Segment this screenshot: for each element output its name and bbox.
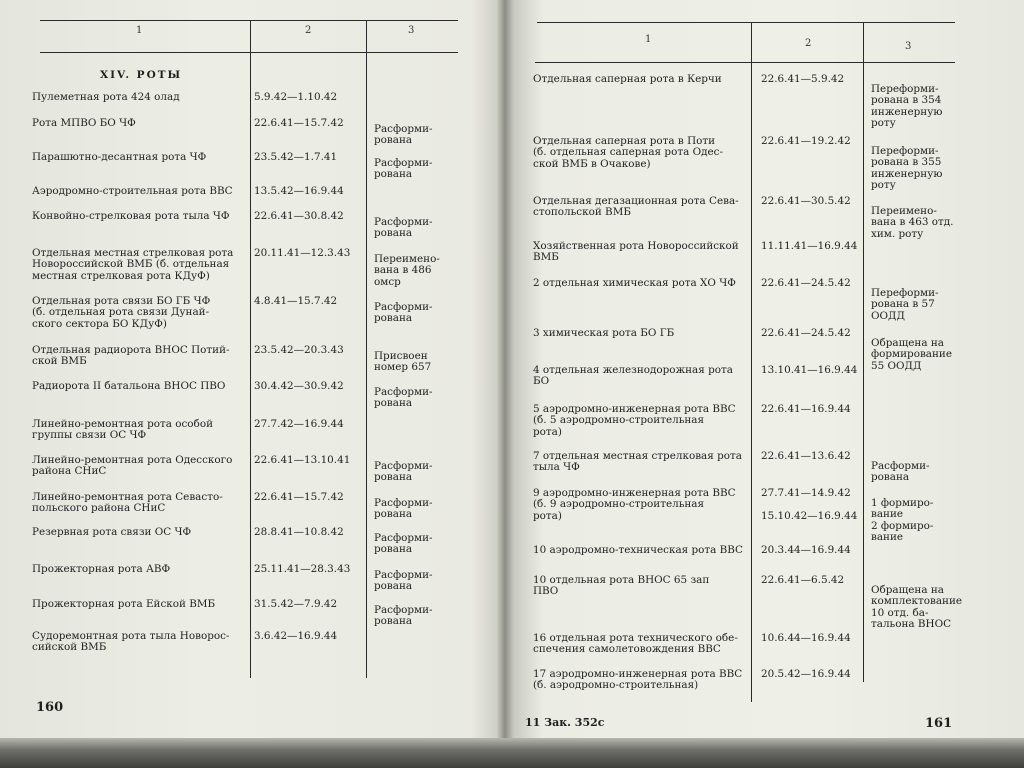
service-dates: 27.7.41—14.9.42 [761,487,851,499]
unit-name: Линейно-ремонтная рота Севасто- польского района СНиС [32,491,223,515]
print-order-note: 11 Зак. 352с [525,716,605,729]
service-dates: 28.8.41—10.8.42 [254,526,344,538]
service-dates: 13.10.41—16.9.44 [761,364,858,376]
column-divider-1 [751,22,752,702]
status-note: Расформи- рована [374,497,433,521]
page-number-right: 161 [925,716,953,731]
status-note: 1 формиро- вание 2 формиро- вание [871,497,934,544]
unit-name: 9 аэродромно-инженерная рота ВВС (б. 9 аэродромно-строительная рота) [533,487,736,522]
service-dates: 22.6.41—5.9.42 [761,73,845,85]
column-header-3: 3 [408,25,415,36]
header-rule-top [40,20,458,21]
service-dates: 20.11.41—12.3.43 [254,247,351,259]
unit-name: Конвойно-стрелковая рота тыла ЧФ [32,210,230,222]
status-note: Расформи- рована [374,123,433,147]
status-note: Расформи- рована [374,532,433,556]
column-divider-2 [366,20,367,678]
column-divider-1 [250,20,251,678]
header-rule-bottom [40,52,458,53]
column-header-2: 2 [805,38,812,49]
status-note: Переформи- рована в 355 инженерную роту [871,145,943,192]
service-dates: 22.6.41—15.7.42 [254,117,344,129]
service-dates: 22.6.41—13.6.42 [761,450,851,462]
status-note: Переимено- вана в 463 отд. хим. роту [871,205,954,240]
unit-name: 7 отдельная местная стрелковая рота тыла ЧФ [533,450,742,474]
service-dates: 25.11.41—28.3.43 [254,563,351,575]
status-note: Переформи- рована в 57 ООДД [871,287,939,322]
unit-name: Аэродромно-строительная рота ВВС [32,185,233,197]
column-header-1: 1 [645,34,652,45]
service-dates-second: 15.10.42—16.9.44 [761,510,858,522]
unit-name: Отдельная дегазационная рота Сева- стопольской ВМБ [533,195,739,219]
unit-name: Прожекторная рота Ейской ВМБ [32,598,216,610]
service-dates: 23.5.42—1.7.41 [254,151,338,163]
service-dates: 22.6.41—16.9.44 [761,403,851,415]
service-dates: 4.8.41—15.7.42 [254,295,338,307]
service-dates: 30.4.42—30.9.42 [254,380,344,392]
status-note: Присвоен номер 657 [374,350,432,374]
service-dates: 22.6.41—30.5.42 [761,195,851,207]
unit-name: Прожекторная рота АВФ [32,563,171,575]
unit-name: Отдельная рота связи БО ГБ ЧФ (б. отдельная рота связи Дунай- ского сектора БО КДуФ) [32,295,211,330]
section-title: XIV. РОТЫ [100,69,183,81]
service-dates: 13.5.42—16.9.44 [254,185,344,197]
status-note: Расформи- рована [374,216,433,240]
unit-name: Парашютно-десантная рота ЧФ [32,151,207,163]
unit-name: Отдельная местная стрелковая рота Новороссийской ВМБ (б. отдельная местная стрелковая рота КДуФ) [32,247,234,282]
service-dates: 22.6.41—24.5.42 [761,327,851,339]
unit-name: 10 аэродромно-техническая рота ВВС [533,544,743,556]
unit-name: 17 аэродромно-инженерная рота ВВС (б. аэродромно-строительная) [533,668,743,692]
unit-name: Отдельная саперная рота в Керчи [533,73,722,85]
service-dates: 3.6.42—16.9.44 [254,630,338,642]
service-dates: 23.5.42—20.3.43 [254,344,344,356]
unit-name: 5 аэродромно-инженерная рота ВВС (б. 5 аэродромно-строительная рота) [533,403,736,438]
service-dates: 20.5.42—16.9.44 [761,668,851,680]
unit-name: Пулеметная рота 424 олад [32,91,180,103]
status-note: Расформи- рована [374,386,433,410]
unit-name: Радиорота II батальона ВНОС ПВО [32,380,226,392]
header-rule-bottom [535,62,955,63]
status-note: Обращена на комплектование 10 отд. ба- тальона ВНОС [871,584,963,631]
service-dates: 10.6.44—16.9.44 [761,632,851,644]
service-dates: 22.6.41—30.8.42 [254,210,344,222]
unit-name: 4 отдельная железнодорожная рота БО [533,364,733,388]
unit-name: Резервная рота связи ОС ЧФ [32,526,192,538]
service-dates: 22.6.41—24.5.42 [761,277,851,289]
status-note: Расформи- рована [374,569,433,593]
status-note: Переформи- рована в 354 инженерную роту [871,83,943,130]
column-divider-2 [863,22,864,682]
status-note: Переимено- вана в 486 омср [374,253,440,288]
unit-name: 10 отдельная рота ВНОС 65 зап ПВО [533,574,710,598]
service-dates: 27.7.42—16.9.44 [254,418,344,430]
unit-name: Рота МПВО БО ЧФ [32,117,136,129]
header-rule-top [537,22,955,23]
column-header-3: 3 [905,41,912,52]
status-note: Расформи- рована [374,301,433,325]
service-dates: 31.5.42—7.9.42 [254,598,338,610]
column-header-1: 1 [136,25,143,36]
service-dates: 5.9.42—1.10.42 [254,91,338,103]
column-header-2: 2 [305,25,312,36]
unit-name: 3 химическая рота БО ГБ [533,327,675,339]
unit-name: Хозяйственная рота Новороссийской ВМБ [533,240,739,264]
unit-name: Судоремонтная рота тыла Новорос- сийской ВМБ [32,630,230,654]
status-note: Расформи- рована [374,157,433,181]
service-dates: 22.6.41—15.7.42 [254,491,344,503]
page-number-left: 160 [36,700,64,715]
left-page [30,14,462,734]
status-note: Расформи- рована [871,460,930,484]
service-dates: 22.6.41—19.2.42 [761,135,851,147]
unit-name: Отдельная радиорота ВНОС Потий- ской ВМБ [32,344,230,368]
right-page [525,14,963,734]
bottom-shadow [0,738,1024,768]
unit-name: Отдельная саперная рота в Поти (б. отдельная саперная рота Одес- ской ВМБ в Очакове) [533,135,723,170]
unit-name: Линейно-ремонтная рота особой группы связи ОС ЧФ [32,418,213,442]
unit-name: 16 отдельная рота технического обе- спечения самолетовождения ВВС [533,632,738,656]
status-note: Расформи- рована [374,460,433,484]
unit-name: 2 отдельная химическая рота ХО ЧФ [533,277,736,289]
service-dates: 22.6.41—13.10.41 [254,454,351,466]
service-dates: 22.6.41—6.5.42 [761,574,845,586]
service-dates: 11.11.41—16.9.44 [761,240,858,252]
status-note: Обращена на формирование 55 ООДД [871,337,952,372]
status-note: Расформи- рована [374,604,433,628]
unit-name: Линейно-ремонтная рота Одесского района СНиС [32,454,233,478]
service-dates: 20.3.44—16.9.44 [761,544,851,556]
